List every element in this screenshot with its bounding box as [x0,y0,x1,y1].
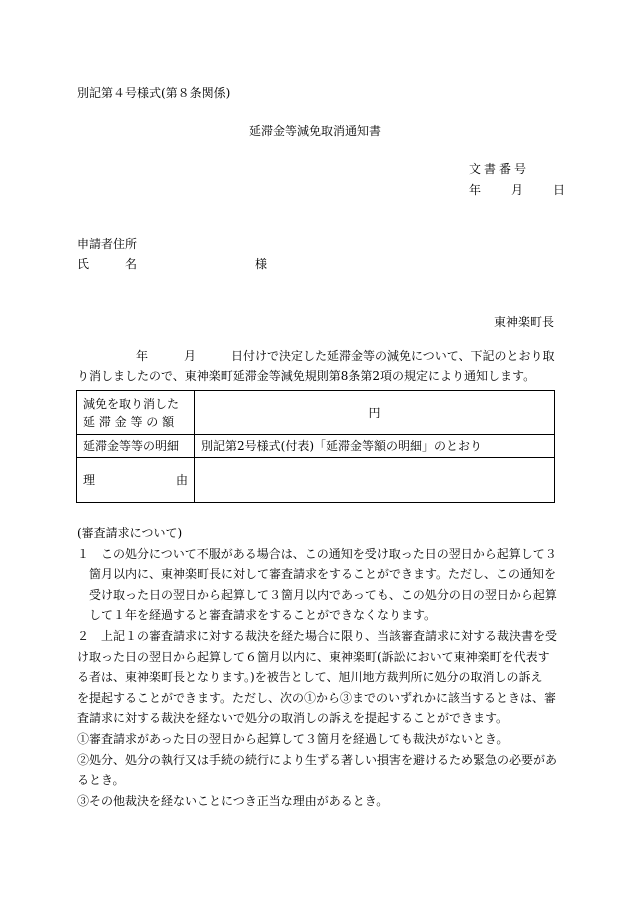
detail-value: 別記第2号様式(付表)「延滞金等額の明細」のとおり [195,435,555,458]
reason-label: 理 由 [77,458,195,503]
notes-item-1-line: 箇月以内に、東神楽町長に対して審査請求をすることができます。ただし、この通知を [89,567,557,582]
notes-item-1-line: 受け取った日の翌日から起算して３箇月以内であっても、この処分の日の翌日から起算 [89,587,557,602]
document-title: 延滞金等減免取消通知書 [248,124,381,138]
table-row [77,458,555,503]
notes-item-2-line: 査請求に対する裁決を経ないで処分の取消しの訴えを提起することができます。 [77,711,509,726]
name-label-first: 氏 [77,257,90,271]
body-date-month: 月 [184,349,197,363]
document-number-label: 文書番号 [469,162,530,176]
issue-date-month: 月 [511,183,524,197]
notes-sub-item-3: ③その他裁決を経ないことにつき正当な理由があるとき。 [77,793,389,808]
applicant-name-row [77,258,267,270]
notes-sub-item-2-line: るとき。 [77,773,125,788]
table-row [77,435,555,458]
cancelled-amount-value: 円 [195,391,555,435]
body-line-2: り消しましたので、東神楽町延滞金等減免規則第8条第2項の規定により通知します。 [77,369,536,383]
notes-sub-item-2-line: ②処分、処分の執行又は手続の続行により生ずる著しい損害を避けるため緊急の必要があ [77,752,558,767]
body-line-1-text: 日付けで決定した延滞金等の減免について、下記のとおり取 [231,349,555,363]
issue-date-day: 日 [553,183,566,197]
cancelled-amount-label: 減免を取り消した 延 滞 金 等 の 額 [77,391,195,435]
notes-item-2-line: を提起することができます。ただし、次の①から③までのいずれかに該当するときは、審 [77,690,557,705]
detail-label: 延滞金等等の明細 [77,435,195,458]
notes-item-1-line: して１年を経過すると審査請求をすることができなくなります。 [89,608,437,623]
issue-date [469,184,565,196]
notes-item-2-line: け取った日の翌日から起算して６箇月以内に、東神楽町(訴訟において東神楽町を代表す [77,649,550,664]
reason-value [195,458,555,503]
notes-item-1-line: １ この処分について不服がある場合は、この通知を受け取った日の翌日から起算して３ [77,546,557,561]
notes-heading: (審査請求について) [77,526,183,540]
applicant-address-label: 申請者住所 [77,237,138,251]
table-row [77,391,555,435]
cancellation-detail-table [76,390,555,503]
notes-item-2-line: る者は、東神楽町長となります。)を被告として、旭川地方裁判所に処分の取消しの訴え [77,670,543,685]
notes-item-2-line: ２ 上記１の審査請求に対する裁決を経た場合に限り、当該審査請求に対する裁決書を受 [77,628,558,643]
appeal-notes [77,523,557,811]
notes-sub-item-1: ①審査請求があった日の翌日から起算して３箇月を経過しても裁決がないとき。 [77,731,509,746]
form-number: 別記第４号様式(第８条関係) [77,86,231,100]
honorific: 様 [255,257,268,271]
body-date-year: 年 [136,349,149,363]
name-label-second: 名 [125,257,138,271]
body-line-1 [77,350,555,362]
issuer-name: 東神楽町長 [493,315,554,329]
issue-date-year: 年 [469,183,482,197]
